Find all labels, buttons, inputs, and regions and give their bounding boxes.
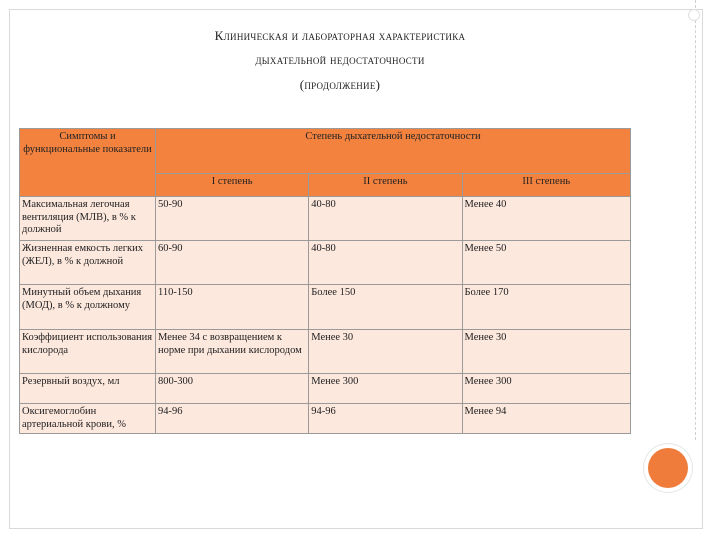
- table-row: [20, 285, 631, 330]
- slide-title-line-3: (продолжение): [299, 77, 381, 92]
- row-degree-1-cell: 800-300: [156, 374, 309, 404]
- header-degree-cell: Степень дыхательной недостаточности: [156, 129, 631, 174]
- respiratory-failure-table: [19, 128, 631, 434]
- table-row: [20, 330, 631, 374]
- table-row: [20, 374, 631, 404]
- row-degree-1-cell: 60-90: [156, 241, 309, 285]
- row-name-cell: Жизненная емкость легких (ЖЕЛ), в % к должной: [20, 241, 156, 285]
- table-row: [20, 241, 631, 285]
- row-degree-3-cell: Менее 40: [462, 197, 631, 241]
- table-row: [20, 197, 631, 241]
- row-degree-3-cell: Менее 300: [462, 374, 631, 404]
- row-degree-3-cell: Более 170: [462, 285, 631, 330]
- header-degree-1: I степень: [156, 174, 309, 197]
- table-row: [20, 404, 631, 434]
- row-degree-2-cell: Более 150: [309, 285, 462, 330]
- header-symptoms-cell: Симптомы и функциональные показатели: [20, 129, 156, 197]
- header-degree-2: II степень: [309, 174, 462, 197]
- header-degree-3: III степень: [462, 174, 631, 197]
- slide-title-line-2: дыхательной недостаточности: [255, 52, 425, 67]
- row-degree-2-cell: 94-96: [309, 404, 462, 434]
- row-name-cell: Оксигемоглобин артериальной крови, %: [20, 404, 156, 434]
- row-degree-2-cell: Менее 300: [309, 374, 462, 404]
- row-name-cell: Максимальная легочная вентиляция (МЛВ), в % к должной: [20, 197, 156, 241]
- slide-title-line-1: Клиническая и лабораторная характеристика: [214, 28, 466, 43]
- row-degree-3-cell: Менее 50: [462, 241, 631, 285]
- table-header-row: [20, 129, 631, 174]
- side-divider-line: [695, 0, 697, 440]
- orange-circle-decoration: [648, 448, 688, 488]
- row-name-cell: Минутный объем дыхания (МОД), в % к должному: [20, 285, 156, 330]
- row-degree-1-cell: 94-96: [156, 404, 309, 434]
- row-name-cell: Резервный воздух, мл: [20, 374, 156, 404]
- row-degree-1-cell: Менее 34 с возвращением к норме при дыхании кислородом: [156, 330, 309, 374]
- row-degree-1-cell: 110-150: [156, 285, 309, 330]
- row-degree-2-cell: 40-80: [309, 197, 462, 241]
- row-degree-1-cell: 50-90: [156, 197, 309, 241]
- row-degree-3-cell: Менее 94: [462, 404, 631, 434]
- small-circle-decoration: [688, 9, 700, 21]
- row-degree-3-cell: Менее 30: [462, 330, 631, 374]
- row-name-cell: Коэффициент использования кислорода: [20, 330, 156, 374]
- row-degree-2-cell: Менее 30: [309, 330, 462, 374]
- row-degree-2-cell: 40-80: [309, 241, 462, 285]
